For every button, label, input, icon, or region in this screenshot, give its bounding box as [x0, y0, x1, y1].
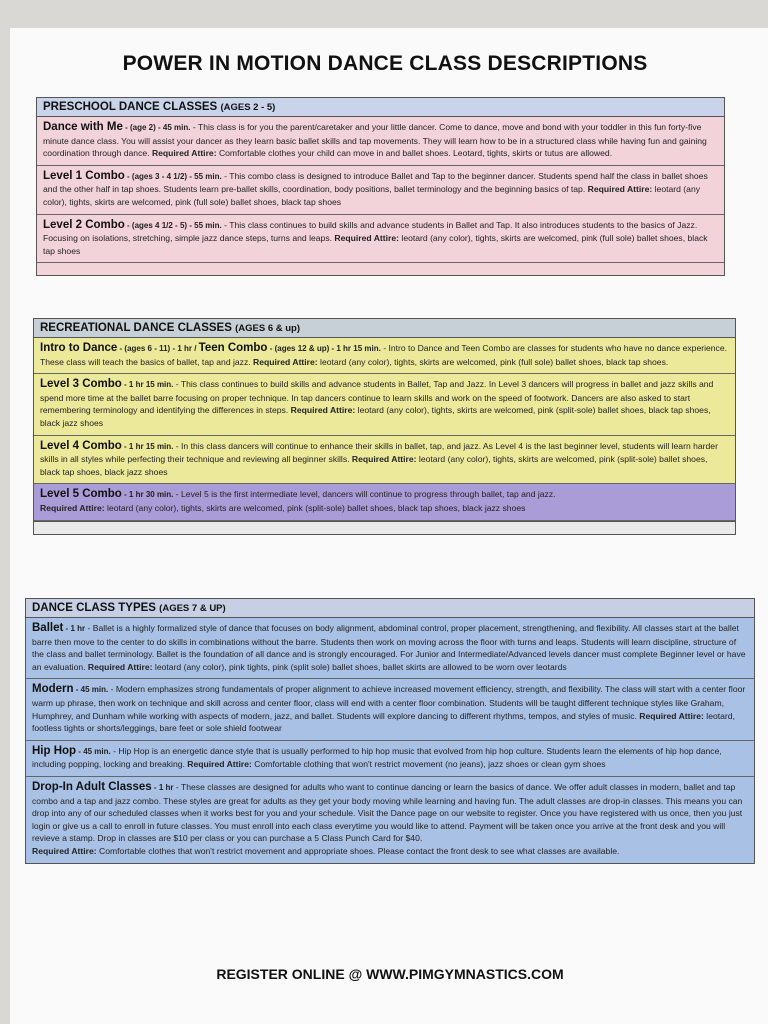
class-attire: leotard (any color), tights, skirts are welcomed, pink (split-sole) ballet shoes, black tap shoes, black jazz shoes [40, 405, 711, 428]
class-meta: - (ages 4 1/2 - 5) - 55 min. [124, 220, 222, 230]
class-drop-in-adult [26, 777, 754, 863]
class-meta: - (ages 6 - 11) - 1 hr / [117, 344, 199, 353]
section-heading [34, 319, 735, 338]
required-attire-label: Required Attire: [290, 405, 356, 416]
required-attire-label: Required Attire: [40, 502, 105, 513]
class-name: Level 1 Combo [43, 169, 125, 182]
required-attire-label: Required Attire: [351, 454, 417, 465]
class-attire: Comfortable clothing that won't restrict movement (no jeans), jazz shoes or clean gym shoes [251, 759, 606, 770]
required-attire-label: Required Attire: [639, 710, 704, 721]
class-level-5-combo [34, 484, 735, 520]
class-name-secondary: Teen Combo [198, 342, 268, 354]
class-description: - Level 5 is the first intermediate level, dancers will continue to progress through ballet, tap and jazz. [173, 489, 556, 500]
recreational-section [33, 318, 736, 535]
register-online-link[interactable]: REGISTER ONLINE @ WWW.PIMGYMNASTICS.COM [216, 966, 564, 982]
class-name: Ballet [32, 622, 64, 634]
class-modern [26, 679, 754, 740]
class-level-2-combo [37, 215, 724, 264]
class-description: - In this class dancers will continue to enhance their skills in ballet, tap, and jazz. As Level 4 is the last beginner level, students will learn harder skills in all styles while perfecting their technique and reviewing all beginner skills. [40, 440, 718, 465]
required-attire-label: Required Attire: [32, 845, 97, 856]
class-name: Level 3 Combo [40, 378, 122, 391]
class-meta-secondary: - (ages 12 & up) - 1 hr 15 min. [267, 344, 381, 353]
section-title: RECREATIONAL DANCE CLASSES [40, 322, 232, 334]
class-attire: Comfortable clothes your child can move in and ballet shoes. Leotard, tights, skirts or tutus are allowed. [216, 148, 613, 159]
class-name: Drop-In Adult Classes [32, 780, 152, 793]
class-name: Hip Hop [32, 744, 77, 757]
required-attire-label: Required Attire: [187, 759, 252, 770]
class-description: - Intro to Dance and Teen Combo are classes for students who have no dance experience. These class will teach the basics of ballet, tap and jazz. [40, 343, 728, 367]
class-attire: leotard (any color), tights, skirts are welcomed, pink (full sole) ballet shoes, black tap shoes [43, 184, 701, 207]
section-heading [26, 599, 754, 618]
class-meta: - 45 min. [76, 746, 111, 756]
class-attire: leotard (any color), tights, skirts are welcomed, pink (split-sole) ballet shoes, black tap shoes, black jazz shoes [40, 454, 708, 477]
class-meta: - 1 hr 15 min. [121, 380, 174, 390]
class-description: - Hip Hop is an energetic dance style that is usually performed to hip hop music that evolved from hip hop culture. Students learn the elements of hip hop dance, including popping, locking and breaking. [32, 745, 722, 770]
section-heading [37, 98, 724, 117]
class-attire: leotard (any color), tights, skirts are welcomed, pink (split-sole) ballet shoes, black tap shoes, black jazz shoes [104, 502, 526, 513]
required-attire-label: Required Attire: [587, 184, 653, 195]
section-title: DANCE CLASS TYPES [32, 602, 156, 614]
class-name: Level 5 Combo [40, 488, 122, 501]
required-attire-label: Required Attire: [87, 661, 153, 672]
class-meta: - 45 min. [73, 685, 109, 695]
required-attire-label: Required Attire: [253, 356, 318, 367]
class-meta: - 1 hr 30 min. [121, 490, 174, 500]
class-description: - Modern emphasizes strong fundamentals of proper alignment to achieve increased movement efficiency, strength, and flexibility. The class will start with a center floor warm up phrase, then work on technique and skill across and center floor, class will end with a center floor combination. Students will be taught different technique styles like Graham, Humphrey, and Dunham while working with aspects of modern, jazz, and ballet. Students will explore dancing to different rhythms, tempos, and styles of music. [32, 684, 746, 721]
class-ballet [26, 618, 754, 679]
class-hip-hop [26, 741, 754, 777]
class-dance-with-me [37, 117, 724, 166]
class-attire: leotard (any color), pink tights, pink (split sole) ballet shoes, ballet skirts are allowed to be worn over leotards [152, 661, 567, 672]
class-meta: - (ages 3 - 4 1/2) - 55 min. [124, 171, 222, 181]
class-attire: leotard, footless tights or shorts/leggings, bare feet or sole shield footwear [32, 710, 735, 734]
class-level-4-combo [34, 436, 735, 485]
class-meta: - 1 hr 15 min. [121, 441, 174, 451]
class-description: - Ballet is a highly formalized style of dance that focuses on body alignment, abdominal control, proper placement, strengthening, and flexibility. All classes start at the ballet barre then move to the center to do skills in combinations without the barre. Students then work on moving across the floor with turns and leaps. Students will learn discipline, structure of the class and ballet terminology. Ballet is the foundation of all dance and is strongly encouraged. For Junior and Intermediate/Advanced levels dancer must complete Beginner level or have an evaluation. [32, 623, 746, 672]
class-attire: leotard (any color), tights, skirts are welcomed, pink (full sole) ballet shoes, black tap shoes [43, 233, 708, 256]
preschool-section [36, 97, 725, 276]
class-description: - This combo class is designed to introduce Ballet and Tap to the beginner dancer. Students spend half the class in ballet shoes and the other half in tap shoes. Students learn pre-ballet skills, coordination, body positions, ballet terminology and the beginning basics of tap. [43, 170, 708, 195]
class-name: Level 2 Combo [43, 218, 125, 231]
section-title: PRESCHOOL DANCE CLASSES [43, 101, 218, 113]
section-spacer [34, 521, 735, 534]
class-meta: - 1 hr [63, 624, 86, 633]
required-attire-label: Required Attire: [151, 148, 217, 159]
class-name: Intro to Dance [40, 342, 118, 354]
page-title: POWER IN MOTION DANCE CLASS DESCRIPTIONS [122, 52, 648, 75]
dance-types-section [25, 598, 755, 864]
class-meta: - 1 hr [151, 782, 174, 792]
class-level-1-combo [37, 166, 724, 215]
class-meta: - (age 2) - 45 min. [122, 123, 191, 132]
section-ages: (AGES 6 & up) [235, 323, 301, 334]
class-description: - These classes are designed for adults who want to continue dancing or learn the basics of dance. We offer adult classes in modern, ballet and tap combo and a tap and jazz combo. These styles are great for adults as they get your body moving while learning and having fun. The adult classes are drop-in classes. This means you can drop into any of our scheduled classes when it works best for you and your schedule. Visit the Dance page on our website to register. Once you have registered with us once, then you just login or give us a call to enroll in future classes. You must enroll into each class everytime you would like to attend. Payment will be taken once you arrive at the front desk and you will revieve a stamp. Drop in classes are $10 per class or you can purchase a 5 Class Punch Card for $40. [32, 781, 743, 844]
class-attire: leotard (any color), tights, skirts are welcomed, pink (full sole) ballet shoes, black tap shoes. [317, 356, 669, 367]
class-name: Dance with Me [43, 121, 123, 133]
class-description: - This class continues to build skills and advance students in Ballet and Tap. It also introduces students to the basics of Jazz. Focusing on isolations, stretching, simple jazz dance steps, turns and leaps. [43, 219, 698, 244]
class-description: - This class is for you the parent/caretaker and your little dancer. Come to dance, move and bond with your toddler in this fun forty-five minute dance class. You will assist your dancer as they learn basic ballet skills and tap movements. They will learn how to be in a structured class while having fun and gaining coordination through dance. [43, 122, 707, 159]
class-intro-teen [34, 338, 735, 374]
class-description: - This class continues to build skills and advance students in Ballet, Tap and Jazz. In Level 3 dancers will progress in ballet and jazz skills and spend more time at the ballet barre focusing on proper technique. In tap dancers continue to learn skills and work on the speed of footwork. Dancers are also asked to start remembering terminology and identifying the differences in steps. [40, 379, 714, 416]
class-name: Level 4 Combo [40, 439, 122, 452]
required-attire-label: Required Attire: [334, 233, 400, 244]
class-level-3-combo [34, 374, 735, 435]
section-spacer [37, 263, 724, 275]
section-ages: (AGES 2 - 5) [220, 102, 276, 113]
class-name: Modern [32, 683, 74, 696]
section-ages: (AGES 7 & UP) [159, 603, 226, 614]
class-attire: Comfortable clothes that won't restrict movement and appropriate shoes. Please contact the front desk to see what classes are available. [96, 845, 620, 856]
